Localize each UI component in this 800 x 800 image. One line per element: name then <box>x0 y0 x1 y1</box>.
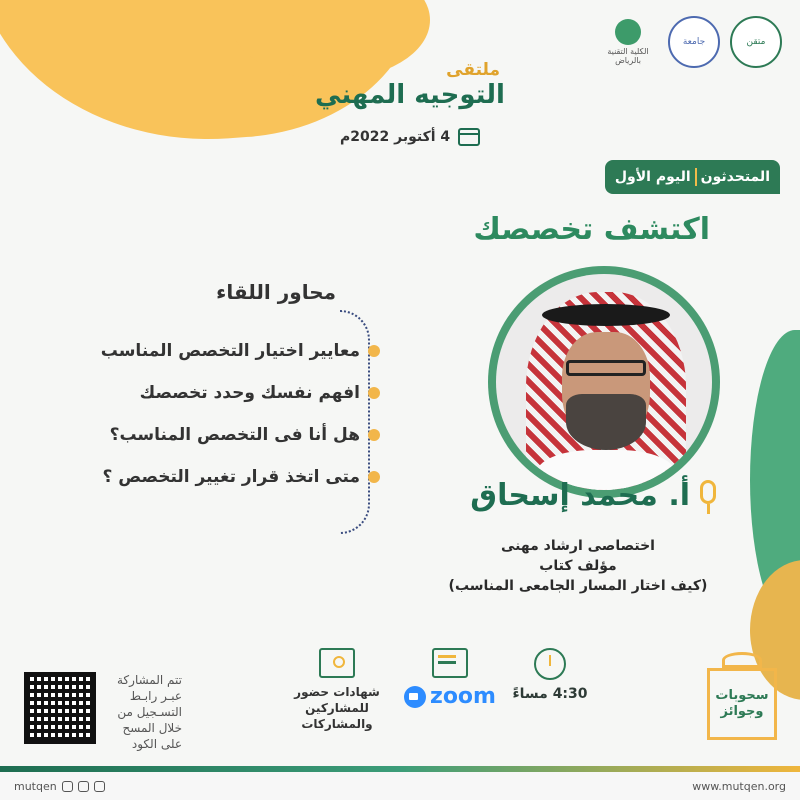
microphone-stand <box>707 504 710 514</box>
college-logo-text: الكلية التقنية بالرياض <box>607 47 649 65</box>
zoom-camera-icon <box>404 686 426 708</box>
tag-speakers: المتحدثون <box>700 169 770 185</box>
university-logo-text: جامعة <box>682 37 706 47</box>
prizes-text: سحوبات وجوائز <box>715 688 769 719</box>
speaker-photo <box>488 266 720 498</box>
agenda-item-text: متى اتخذ قرار تغيير التخصص ؟ <box>102 467 360 487</box>
mutqen-logo-text: متقن <box>746 37 766 47</box>
registration-qr-code[interactable] <box>24 672 96 744</box>
agenda-item-text: هل أنا فى التخصص المناسب؟ <box>109 425 360 445</box>
partner-logos <box>598 16 782 68</box>
certificates-info <box>272 648 402 732</box>
agenda-item <box>101 340 380 362</box>
qr-instructions: تتم المشاركة عبـر رابـط التسـجيل من خلال المسح على الكود <box>117 673 182 751</box>
event-title <box>290 60 530 110</box>
zoom-text: zoom <box>430 684 496 709</box>
agenda-item <box>101 382 380 404</box>
speaker-author: مؤلف كتاب <box>539 558 617 574</box>
gift-box-icon <box>707 668 777 740</box>
college-logo <box>598 16 658 68</box>
microphone-icon <box>695 480 721 522</box>
microphone-head <box>700 480 716 504</box>
time-info <box>510 648 590 702</box>
clock-icon <box>534 648 566 680</box>
university-logo <box>668 16 720 68</box>
website-link[interactable]: www.mutqen.org <box>692 779 786 793</box>
photo-glasses <box>566 360 646 376</box>
bullet-icon <box>368 429 380 441</box>
speaker-name: أ. محمد إسحاق <box>470 478 690 513</box>
prizes-badge <box>704 652 780 744</box>
platform-info <box>410 648 496 709</box>
speaker-book: (كيف اختار المسار الجامعى المناسب) <box>448 578 708 594</box>
agenda-title: محاور اللقاء <box>216 280 336 304</box>
social-links <box>14 780 105 793</box>
agenda-item-text: معايير اختيار التخصص المناسب <box>100 341 360 361</box>
event-title-small: ملتقى <box>446 60 500 80</box>
youtube-icon[interactable] <box>78 781 89 792</box>
twitter-icon[interactable] <box>62 781 73 792</box>
event-date <box>340 128 480 146</box>
time-text: 4:30 مساءً <box>512 686 588 702</box>
zoom-logo <box>404 684 496 709</box>
tag-separator <box>695 168 697 186</box>
agenda-item-text: افهم نفسك وحدد تخصصك <box>139 383 360 403</box>
certificate-icon <box>319 648 355 678</box>
photo-beard <box>566 394 646 450</box>
mutqen-logo <box>730 16 782 68</box>
certificates-text: شهادات حضور للمشاركين والمشاركات <box>294 685 380 731</box>
session-headline: اكتشف تخصصك <box>473 212 710 247</box>
calendar-icon <box>458 128 480 146</box>
speaker-photo-inner <box>496 274 712 490</box>
day-tag <box>605 160 780 194</box>
footer <box>0 766 800 800</box>
speaker-info <box>418 536 738 596</box>
bullet-icon <box>368 387 380 399</box>
event-date-text: 4 أكتوبر 2022م <box>340 129 451 145</box>
photo-agal <box>542 304 670 326</box>
college-logo-icon <box>615 19 641 45</box>
event-title-main: التوجيه المهني <box>315 80 505 110</box>
bullet-icon <box>368 345 380 357</box>
agenda-item <box>101 466 380 488</box>
agenda-list <box>101 340 380 488</box>
gift-bow-icon <box>722 652 762 668</box>
agenda-item <box>101 424 380 446</box>
screen-icon <box>432 648 468 678</box>
speaker-role: اختصاصى ارشاد مهنى <box>501 538 655 554</box>
tag-day: اليوم الأول <box>614 169 691 185</box>
instagram-icon[interactable] <box>94 781 105 792</box>
social-handle[interactable]: mutqen <box>14 779 57 793</box>
bullet-icon <box>368 471 380 483</box>
